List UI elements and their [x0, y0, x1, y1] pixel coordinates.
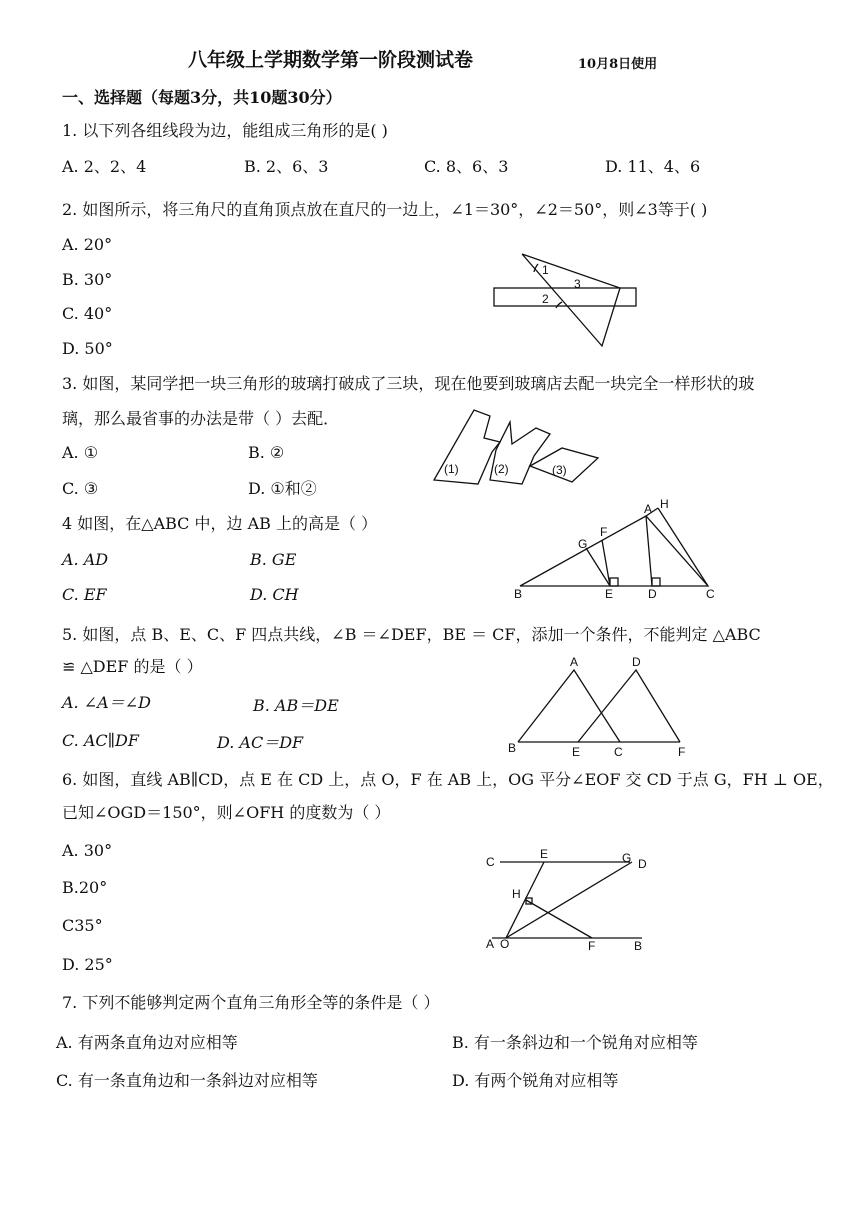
- label-a: A: [486, 937, 495, 951]
- q4-option-c: C. EF: [62, 585, 107, 604]
- q4-option-b: B. GE: [250, 550, 297, 569]
- angle-3-label: 3: [574, 277, 581, 291]
- q7-option-a: A. 有两条直角边对应相等: [56, 1033, 238, 1052]
- q5-figure-two-triangles: [504, 654, 700, 758]
- q7-option-b: B. 有一条斜边和一个锐角对应相等: [452, 1033, 698, 1052]
- question-7-stem: 7. 下列不能够判定两个直角三角形全等的条件是（ ）: [62, 993, 440, 1012]
- label-e: E: [605, 587, 614, 601]
- q1-option-d: D. 11、4、6: [605, 157, 701, 176]
- piece-3-label: (3): [552, 463, 567, 477]
- q6-figure-parallel-lines: [482, 846, 662, 954]
- right-angle-e: [610, 578, 618, 586]
- angle-1-label: 1: [542, 263, 549, 277]
- q3-option-d: D. ①和②: [248, 479, 317, 498]
- piece-1-label: (1): [444, 462, 459, 476]
- label-d: D: [638, 857, 647, 871]
- label-b: B: [508, 741, 517, 755]
- label-c: C: [486, 855, 495, 869]
- right-angle-d: [652, 578, 660, 586]
- usage-date: 10月8日使用: [578, 57, 658, 72]
- label-c: C: [706, 587, 715, 601]
- segment-ch: [658, 508, 708, 586]
- question-5-stem-line-1: 5. 如图，点 B、E、C、F 四点共线，∠B ＝∠DEF，BE ＝ CF，添加一个条件，不能判定 △ABC: [62, 625, 761, 644]
- question-6-stem-line-2: 已知∠OGD＝150°，则∠OFH 的度数为（ ）: [62, 803, 391, 822]
- angle-2-label: 2: [542, 292, 549, 306]
- triangle-def: [578, 670, 680, 742]
- label-f: F: [600, 525, 608, 539]
- q2-option-b: B. 30°: [62, 270, 113, 289]
- question-4-stem: 4 如图，在△ABC 中，边 AB 上的高是（ ）: [62, 514, 378, 533]
- question-3-stem-line-2: 璃，那么最省事的办法是带（ ）去配．: [62, 409, 340, 428]
- q6-option-c: C35°: [62, 916, 103, 935]
- label-c: C: [614, 745, 623, 759]
- set-square-shape: [522, 254, 620, 346]
- triangle-abc: [520, 516, 708, 586]
- q2-option-d: D. 50°: [62, 339, 113, 358]
- label-a: A: [570, 655, 579, 669]
- label-f: F: [678, 745, 686, 759]
- q5-option-d: D. AC＝DF: [217, 733, 304, 752]
- label-e: E: [572, 745, 581, 759]
- label-e: E: [540, 847, 549, 861]
- label-d: D: [632, 655, 641, 669]
- label-h: H: [660, 497, 669, 511]
- q1-option-a: A. 2、2、4: [62, 157, 147, 176]
- label-f: F: [588, 939, 596, 953]
- label-b: B: [634, 939, 643, 953]
- q3-option-b: B. ②: [248, 443, 285, 462]
- q6-option-a: A. 30°: [62, 841, 113, 860]
- label-d: D: [648, 587, 657, 601]
- page-title: 八年级上学期数学第一阶段测试卷: [188, 49, 474, 71]
- q7-option-d: D. 有两个锐角对应相等: [452, 1071, 619, 1090]
- question-3-stem-line-1: 3. 如图，某同学把一块三角形的玻璃打破成了三块，现在他要到玻璃店去配一块完全一样形状的玻: [62, 374, 755, 393]
- piece-2-label: (2): [494, 462, 509, 476]
- angle-2-arc: [556, 302, 562, 308]
- q3-option-c: C. ③: [62, 479, 99, 498]
- label-b: B: [514, 587, 523, 601]
- question-6-stem-line-1: 6. 如图，直线 AB∥CD，点 E 在 CD 上，点 O，F 在 AB 上，OG 平分∠EOF 交 CD 于点 G，FH ⊥ OE，: [62, 770, 834, 789]
- section-heading: 一、选择题（每题3分，共10题30分）: [62, 88, 342, 107]
- q7-option-c: C. 有一条直角边和一条斜边对应相等: [56, 1071, 318, 1090]
- label-g: G: [622, 851, 632, 865]
- label-h: H: [512, 887, 521, 901]
- q2-option-a: A. 20°: [62, 235, 113, 254]
- q4-option-d: D. CH: [250, 585, 299, 604]
- q5-option-a: A. ∠A＝∠D: [62, 693, 151, 712]
- q6-option-d: D. 25°: [62, 955, 113, 974]
- label-g: G: [578, 537, 588, 551]
- question-5-stem-line-2: ≌ △DEF 的是（ ）: [62, 657, 203, 676]
- q2-figure-ruler-triangle: [490, 250, 642, 350]
- q5-option-c: C. AC∥DF: [62, 731, 139, 750]
- q1-option-b: B. 2、6、3: [244, 157, 329, 176]
- q6-option-b: B.20°: [62, 878, 108, 897]
- question-2-stem: 2. 如图所示，将三角尺的直角顶点放在直尺的一边上，∠1＝30°，∠2＝50°，则∠3等于( ): [62, 200, 708, 219]
- q2-option-c: C. 40°: [62, 304, 113, 323]
- question-1-stem: 1. 以下列各组线段为边，能组成三角形的是( ): [62, 121, 388, 140]
- q3-option-a: A. ①: [62, 443, 99, 462]
- q5-option-b: B. AB＝DE: [253, 696, 339, 715]
- q4-figure-triangle-heights: [512, 496, 722, 602]
- label-a: A: [644, 502, 653, 516]
- q3-figure-broken-glass: [430, 404, 610, 490]
- segment-ad: [646, 516, 652, 586]
- triangle-abc: [518, 670, 620, 742]
- q1-option-c: C. 8、6、3: [424, 157, 509, 176]
- q4-option-a: A. AD: [62, 550, 109, 569]
- label-o: O: [500, 937, 510, 951]
